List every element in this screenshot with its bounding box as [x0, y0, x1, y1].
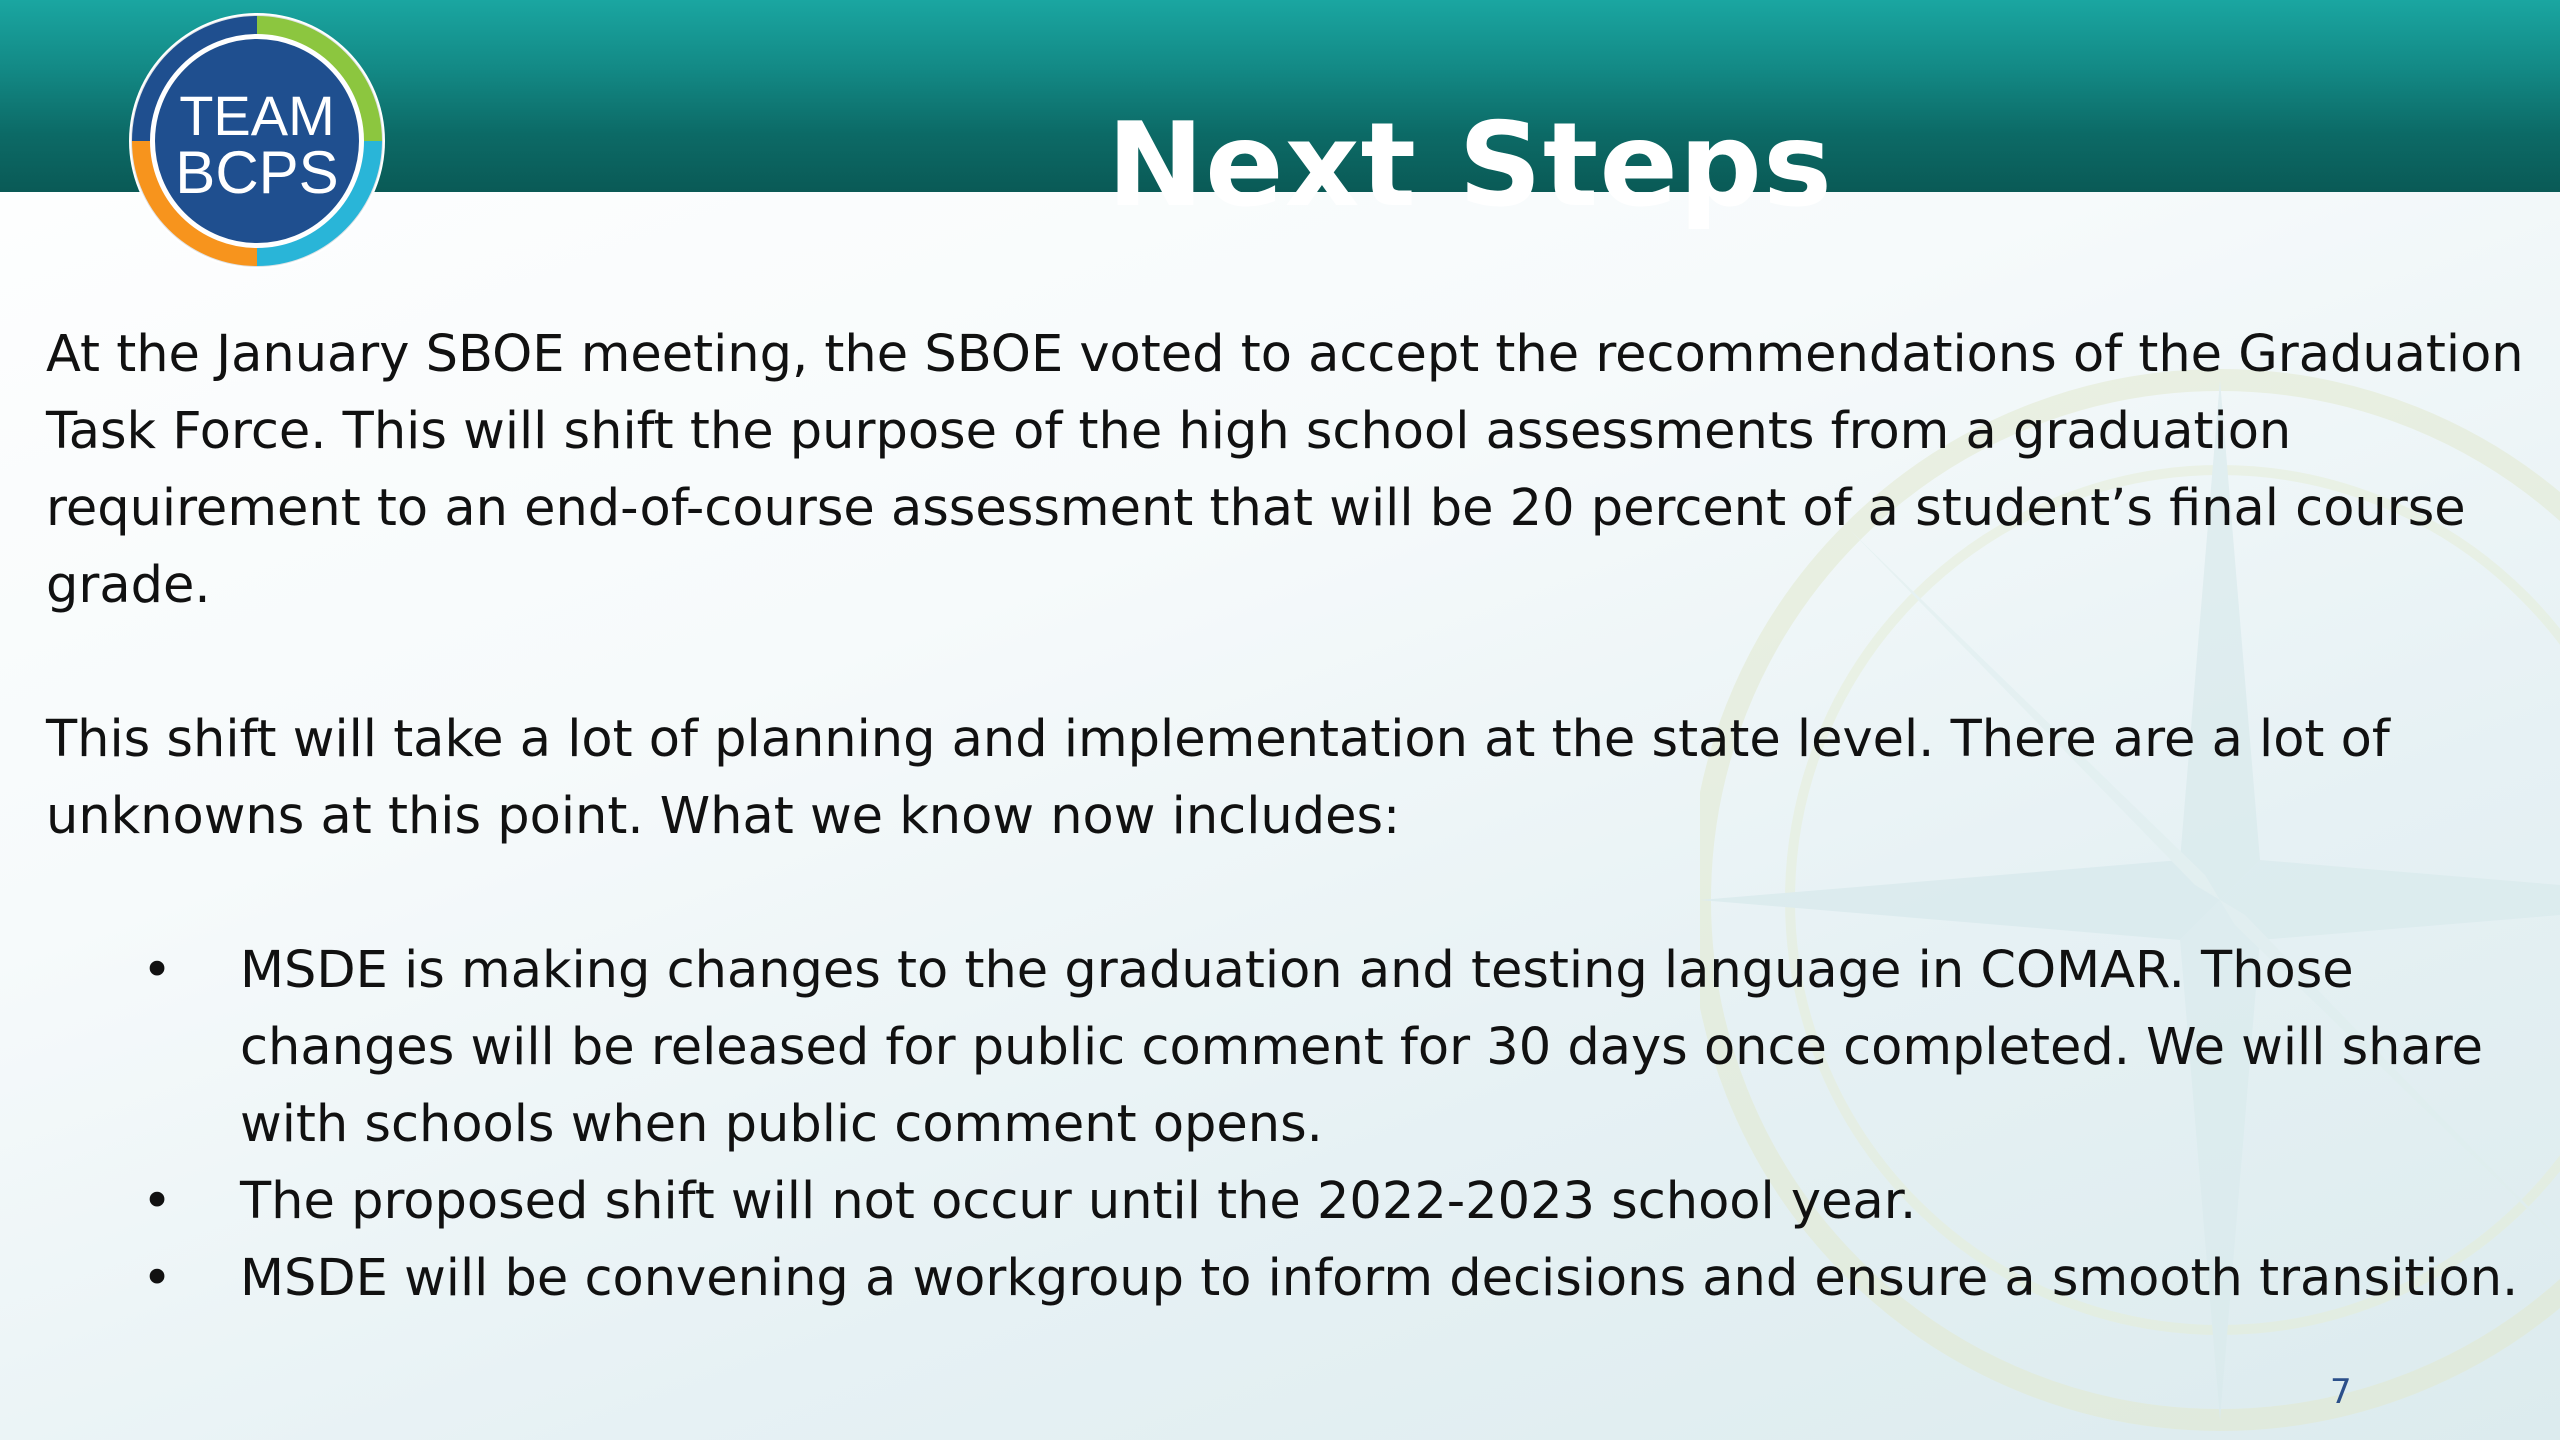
paragraph-state-shift: This shift will take a lot of planning and implementation at the state level. There are a lot of unknowns at this point. What we know now includes: — [46, 710, 2390, 846]
bullet-icon: • — [142, 1172, 173, 1231]
bullet-item — [46, 1163, 2526, 1240]
page-number: 7 — [2330, 1372, 2352, 1412]
bullet-text-school-year: The proposed shift will not occur until the 2022-2023 school year. — [240, 1172, 1917, 1231]
bullet-item — [46, 1240, 2526, 1317]
slide-title: Next Steps — [1106, 97, 1834, 233]
bullet-text-workgroup: MSDE will be convening a workgroup to inform decisions and ensure a smooth transition. — [240, 1249, 2519, 1308]
bullet-text-comar: MSDE is making changes to the graduation and testing language in COMAR. Those changes will be released for public comment for 30 days once completed. We will share with schools when public comment opens. — [240, 941, 2483, 1154]
team-bcps-logo — [126, 10, 388, 272]
logo-text-bcps: BCPS — [175, 139, 339, 206]
slide-body — [46, 316, 2526, 1317]
bullet-icon: • — [142, 1249, 173, 1308]
bullet-icon: • — [142, 941, 173, 1000]
logo-text-team: TEAM — [179, 84, 335, 147]
bullet-list — [46, 932, 2526, 1317]
paragraph-task-force: At the January SBOE meeting, the SBOE voted to accept the recommendations of the Graduation Task Force. This will shift the purpose of the high school assessments from a graduation requirement to an end-of-course assessment that will be 20 percent of a student’s final course grade. — [46, 325, 2524, 615]
bullet-item — [46, 932, 2526, 1163]
